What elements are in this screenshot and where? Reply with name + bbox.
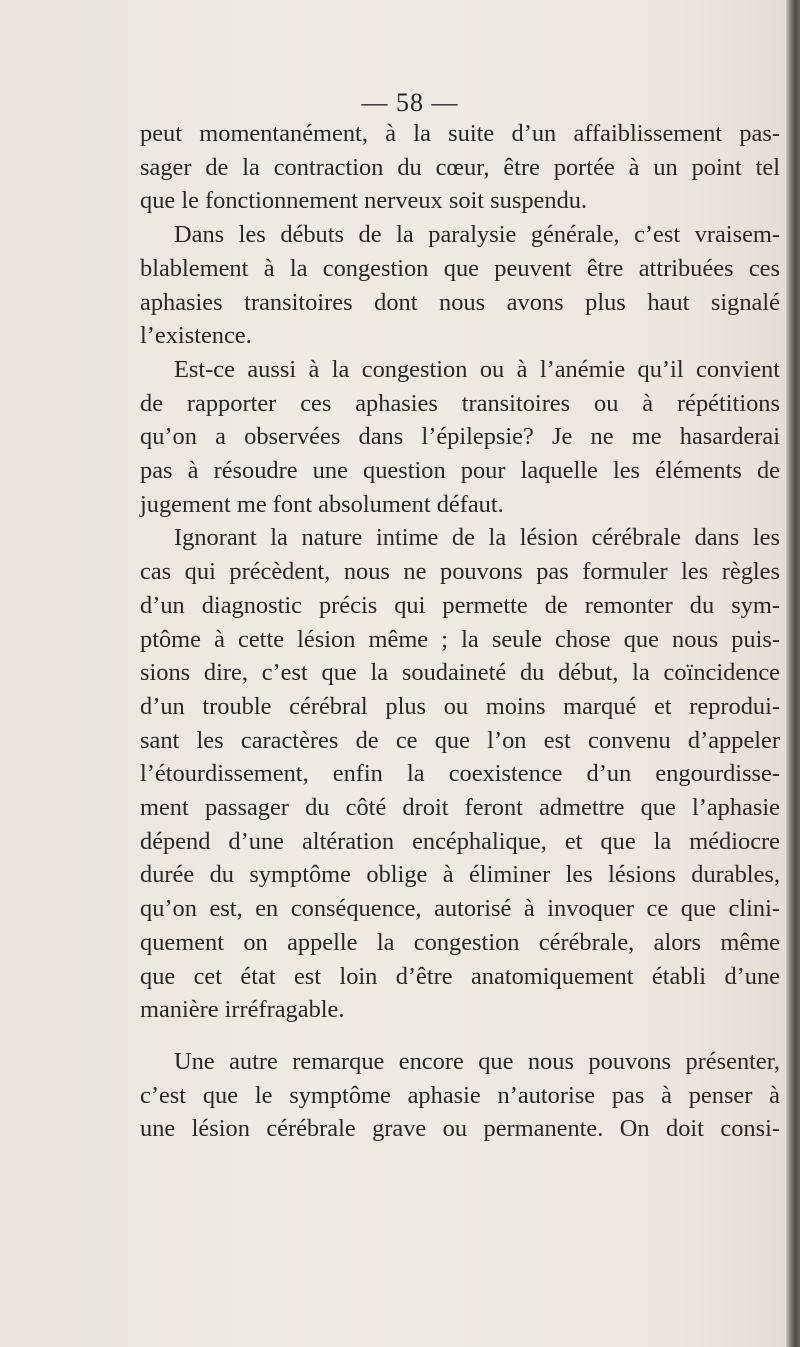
- text-line: l’étourdissement, enfin la coexistence d’un engourdisse-: [140, 760, 780, 788]
- text-line: pas à résoudre une question pour laquelle les éléments de: [140, 457, 780, 485]
- text-line: ment passager du côté droit feront admettre que l’aphasie: [140, 794, 780, 822]
- text-line: jugement me font absolument défaut.: [140, 490, 504, 518]
- text-line: qu’on est, en conséquence, autorisé à invoquer ce que clini-: [140, 895, 780, 923]
- text-line: une lésion cérébrale grave ou permanente. On doit consi-: [140, 1115, 780, 1143]
- text-line: d’un diagnostic précis qui permette de remonter du sym-: [140, 591, 780, 619]
- text-line: de rapporter ces aphasies transitoires ou à répétitions: [140, 389, 780, 417]
- text-line: ptôme à cette lésion même ; la seule chose que nous puis-: [140, 625, 780, 653]
- text-line: Ignorant la nature intime de la lésion cérébrale dans les: [174, 524, 780, 552]
- text-line: que cet état est loin d’être anatomiquement établi d’une: [140, 962, 780, 990]
- text-line: sant les caractères de ce que l’on est convenu d’appeler: [140, 726, 780, 754]
- text-line: Dans les débuts de la paralysie générale, c’est vraisem-: [174, 221, 780, 249]
- text-line: cas qui précèdent, nous ne pouvons pas formuler les règles: [140, 558, 780, 586]
- text-line: aphasies transitoires dont nous avons plus haut signalé: [140, 288, 780, 316]
- text-line: dépend d’une altération encéphalique, et que la médiocre: [140, 827, 780, 855]
- text-line: d’un trouble cérébral plus ou moins marqué et reprodui-: [140, 692, 780, 720]
- text-line: que le fonctionnement nerveux soit suspendu.: [140, 187, 588, 215]
- text-line: quement on appelle la congestion cérébrale, alors même: [140, 928, 780, 956]
- paragraph: [140, 218, 780, 353]
- text-line: peut momentanément, à la suite d’un affaiblissement pas-: [140, 120, 780, 147]
- text-line: c’est que le symptôme aphasie n’autorise pas à penser à: [140, 1081, 780, 1109]
- text-line: manière irréfragable.: [140, 996, 345, 1024]
- text-line: Une autre remarque encore que nous pouvons présenter,: [174, 1047, 780, 1075]
- paragraph: [140, 1045, 780, 1146]
- body-text: [140, 117, 780, 1146]
- text-line: l’existence.: [140, 322, 252, 350]
- text-line: blablement à la congestion que peuvent être attribuées ces: [140, 254, 780, 282]
- text-line: Est-ce aussi à la congestion ou à l’anémie qu’il convient: [174, 355, 780, 383]
- text-line: sager de la contraction du cœur, être portée à un point tel: [140, 153, 780, 181]
- text-line: sions dire, c’est que la soudaineté du début, la coïncidence: [140, 659, 780, 687]
- text-line: qu’on a observées dans l’épilepsie? Je ne me hasarderai: [140, 423, 780, 451]
- page-number: — 58 —: [361, 88, 459, 117]
- paragraph: [140, 521, 780, 1027]
- text-line: durée du symptôme oblige à éliminer les lésions durables,: [140, 861, 780, 889]
- paragraph: [140, 117, 780, 218]
- page-binding-edge: [786, 0, 800, 1347]
- paragraph-gap: [140, 1027, 780, 1045]
- paragraph: [140, 353, 780, 522]
